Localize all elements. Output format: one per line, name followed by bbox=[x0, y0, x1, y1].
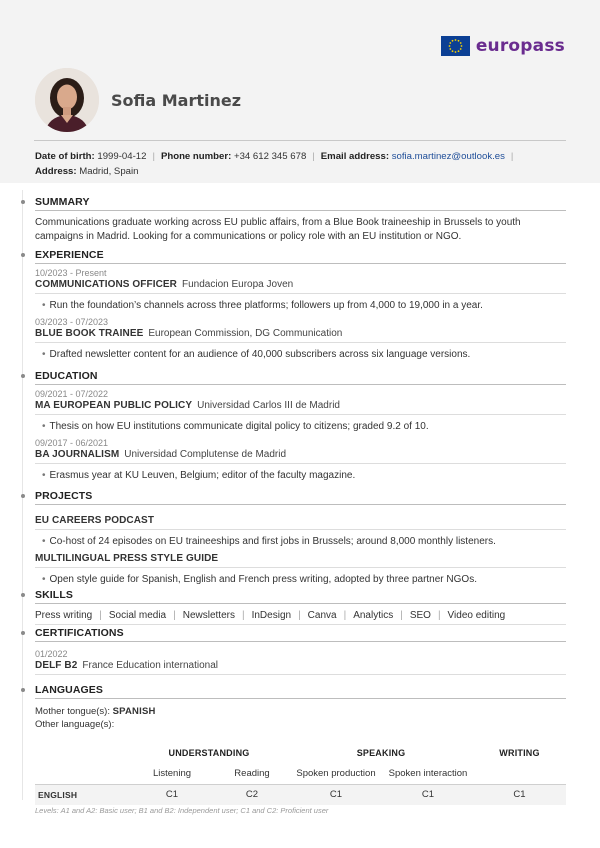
entry-organization: European Commission, DG Communication bbox=[148, 328, 343, 339]
languages-section bbox=[35, 684, 566, 731]
project-title: EU CAREERS PODCAST bbox=[35, 515, 566, 530]
mother-tongue bbox=[35, 705, 566, 731]
entry-title: BLUE BOOK TRAINEE bbox=[35, 328, 144, 339]
entry-organization: Universidad Complutense de Madrid bbox=[124, 449, 287, 460]
entry-bullet: • Run the foundation’s channels across three platforms; followers up from 4,000 to 19,000 in a year. bbox=[42, 300, 483, 311]
dob-value: 1999-04-12 bbox=[97, 151, 147, 162]
section-heading: SUMMARY bbox=[35, 196, 566, 211]
section-bullet-icon bbox=[21, 688, 25, 692]
personal-info: Date of birth: 1999-04-12 | Phone number: +34 612 345 678 | Email address: sofia.martinez@outlook.es | Address: Madrid, Spain bbox=[35, 151, 514, 177]
entry-dates: 01/2022 bbox=[35, 649, 68, 659]
section-bullet-icon bbox=[21, 494, 25, 498]
table-row bbox=[35, 784, 566, 805]
education-section bbox=[35, 370, 566, 481]
section-heading: SKILLS bbox=[35, 589, 566, 604]
understanding-header: UNDERSTANDING bbox=[168, 747, 250, 758]
project-title: MULTILINGUAL PRESS STYLE GUIDE bbox=[35, 553, 566, 568]
reading-level: C2 bbox=[215, 784, 289, 805]
mother-tongue-value: SPANISH bbox=[112, 706, 156, 717]
reading-header: Reading bbox=[215, 763, 289, 784]
dob-label: Date of birth: bbox=[35, 151, 95, 162]
section-bullet-icon bbox=[21, 593, 25, 597]
entry-dates: 09/2017 - 06/2021 bbox=[35, 438, 109, 448]
section-bullet-icon bbox=[21, 631, 25, 635]
entry-dates: 03/2023 - 07/2023 bbox=[35, 317, 109, 327]
skill-item: Canva bbox=[307, 610, 337, 621]
entry-title: COMMUNICATIONS OFFICER bbox=[35, 279, 178, 290]
phone-label: Phone number: bbox=[160, 151, 232, 162]
skill-item: Newsletters bbox=[182, 610, 235, 621]
language-name: ENGLISH bbox=[35, 784, 129, 805]
section-heading: LANGUAGES bbox=[35, 684, 566, 699]
spoken-interaction-level: C1 bbox=[383, 784, 473, 805]
skills-list: Press writing | Social media | Newsletters | InDesign | Canva | Analytics | SEO | Video editing bbox=[35, 610, 566, 625]
spoken-production-level: C1 bbox=[289, 784, 383, 805]
phone-value: +34 612 345 678 bbox=[233, 151, 307, 162]
spoken-production-header: Spoken production bbox=[289, 763, 383, 784]
entry-header bbox=[35, 400, 566, 415]
language-table bbox=[35, 742, 566, 805]
europass-logo-text: europass bbox=[475, 36, 565, 56]
writing-header: WRITING bbox=[499, 747, 540, 758]
listening-header: Listening bbox=[129, 763, 215, 784]
avatar bbox=[35, 68, 99, 132]
section-heading: EXPERIENCE bbox=[35, 249, 566, 264]
person-name: Sofia Martinez bbox=[111, 91, 242, 110]
section-bullet-icon bbox=[21, 374, 25, 378]
email-label: Email address: bbox=[320, 151, 390, 162]
projects-section bbox=[35, 490, 566, 585]
skills-section bbox=[35, 589, 566, 625]
address-label: Address: bbox=[35, 166, 77, 177]
europass-logo[interactable] bbox=[441, 36, 565, 56]
section-heading: PROJECTS bbox=[35, 490, 566, 505]
entry-bullet: • Thesis on how EU institutions communicate digital policy to citizens; graded 9.2 of 10. bbox=[42, 421, 429, 432]
skill-item: InDesign bbox=[251, 610, 292, 621]
entry-dates: 10/2023 - Present bbox=[35, 268, 107, 278]
section-heading: EDUCATION bbox=[35, 370, 566, 385]
spoken-interaction-header: Spoken interaction bbox=[383, 763, 473, 784]
entry-header bbox=[35, 449, 566, 464]
other-languages-label: Other language(s): bbox=[35, 719, 115, 730]
skill-item: Analytics bbox=[353, 610, 394, 621]
skill-item: Video editing bbox=[447, 610, 506, 621]
project-bullet: • Open style guide for Spanish, English and French press writing, adopted by three partner NGOs. bbox=[42, 574, 477, 585]
speaking-header: SPEAKING bbox=[356, 747, 406, 758]
summary-text: Communications graduate working across EU public affairs, from a Blue Book traineeship in Brussels to youth campaigns in Madrid. Looking for a communications or policy role with an EU institution or NGO. bbox=[35, 217, 521, 242]
levels-footnote: Levels: A1 and A2: Basic user; B1 and B2: Independent user; C1 and C2: Proficient user bbox=[35, 806, 329, 815]
section-heading: CERTIFICATIONS bbox=[35, 627, 566, 642]
entry-title: MA EUROPEAN PUBLIC POLICY bbox=[35, 400, 193, 411]
listening-level: C1 bbox=[129, 784, 215, 805]
entry-organization: France Education international bbox=[82, 660, 219, 671]
entry-bullet: • Drafted newsletter content for an audience of 40,000 subscribers across six language versions. bbox=[42, 349, 471, 360]
entry-organization: Fundacion Europa Joven bbox=[182, 279, 294, 290]
header-divider bbox=[34, 140, 566, 141]
email-link[interactable]: sofia.martinez@outlook.es bbox=[391, 151, 505, 162]
entry-header bbox=[35, 660, 566, 675]
summary-section bbox=[35, 196, 566, 244]
project-bullet: • Co-host of 24 episodes on EU traineeships and first jobs in Brussels; around 8,000 monthly listeners. bbox=[42, 536, 496, 547]
entry-header bbox=[35, 279, 566, 294]
section-bullet-icon bbox=[21, 200, 25, 204]
skill-item: SEO bbox=[409, 610, 431, 621]
writing-level: C1 bbox=[473, 784, 566, 805]
entry-organization: Universidad Carlos III de Madrid bbox=[197, 400, 340, 411]
entry-dates: 09/2021 - 07/2022 bbox=[35, 389, 109, 399]
section-bullet-icon bbox=[21, 253, 25, 257]
skill-item: Social media bbox=[108, 610, 167, 621]
entry-title: BA JOURNALISM bbox=[35, 449, 120, 460]
skill-item: Press writing bbox=[35, 610, 93, 621]
entry-bullet: • Erasmus year at KU Leuven, Belgium; editor of the faculty magazine. bbox=[42, 470, 356, 481]
entry-title: DELF B2 bbox=[35, 660, 78, 671]
entry-header bbox=[35, 328, 566, 343]
experience-section bbox=[35, 249, 566, 360]
mother-tongue-label: Mother tongue(s): bbox=[35, 706, 110, 717]
certifications-section bbox=[35, 627, 566, 675]
eu-flag-icon bbox=[441, 36, 470, 56]
address-value: Madrid, Spain bbox=[79, 166, 139, 177]
